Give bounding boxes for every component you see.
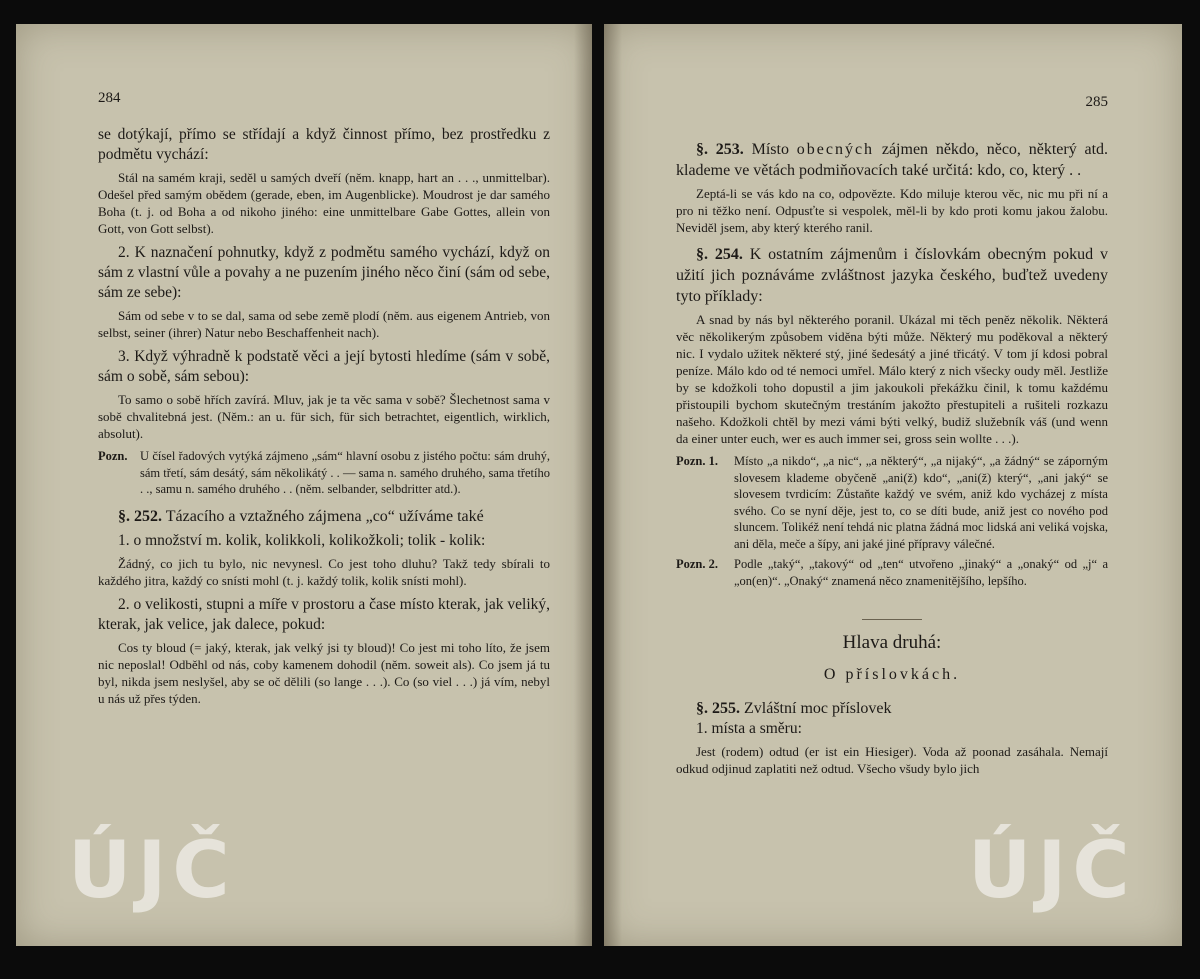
item-2: 2. o velikosti, stupni a míře v prostoru a čase místo kterak, jak veliký, kterak, jak velice, jak dalece, pokud: xyxy=(98,595,550,633)
example-255: Jest (rodem) odtud (er ist ein Hiesiger). Voda až poonad zasáhala. Nemají odkud odjinud zaplatiti než odtud. Všecho všudy bylo jich xyxy=(676,744,1108,776)
section-254-text: K ostatním zájmenům i číslovkám obecným pokud v užití jich poznáváme zvláštnost jazyka českého, buďtež uvedeny tyto příklady: xyxy=(676,246,1109,305)
page-number-right: 285 xyxy=(1085,94,1108,110)
section-255-item: 1. místa a směru: xyxy=(696,720,802,737)
section-255-text: Zvláštní moc příslovek xyxy=(744,700,892,717)
right-gutter-shadow xyxy=(604,24,622,946)
chapter-subtitle: O příslovkách. xyxy=(823,666,961,683)
note-label: Pozn. xyxy=(98,449,128,463)
opening-text: se dotýkají, přímo se střídají a když činnost přímo, bez prostředku z podmětu vychází: xyxy=(98,126,550,163)
right-page-content xyxy=(676,94,1108,783)
left-page-content xyxy=(98,90,550,713)
section-253 xyxy=(676,139,1108,181)
section-255-number: §. 255. xyxy=(696,700,740,717)
note-text: U čísel řadových vytýká zájmeno „sám“ hlavní osobu z jistého počtu: sám druhý, sám třetí, sám desátý, sám několikátý . . — sama n. samého druhého, sama třetího . ., samu n. samého druhého . . (něm. selbander, selbdritter atd.). xyxy=(140,449,550,496)
item-1: 1. o množství m. kolik, kolikkoli, kolikožkoli; tolik - kolik: xyxy=(118,531,486,549)
example-5: Cos ty bloud (= jaký, kterak, jak velký jsi ty bloud)! Co jest mi toho líto, že jsem nic neposlal! Odběhl od nás, coby kamenem dohodil (něm. soweit als). Co jsem já tu byl, nikda jsem neslyšel, aby se oč dělili (so lange . . .). Co (so viel . . .) já vím, nebyl u nás už přes týden. xyxy=(98,639,550,706)
section-253-number: §. 253. xyxy=(696,141,744,158)
divider-rule xyxy=(862,619,922,620)
section-254 xyxy=(676,244,1108,307)
left-gutter-shadow xyxy=(574,24,592,946)
example-253: Zeptá-li se vás kdo na co, odpovězte. Kdo miluje kterou věc, nic mu při ní a pro ni těžko není. Odpusťte si vespolek, měl-li by kdo proti komu jakou žalobu. Neviděl jsem, aby který kterého ranil. xyxy=(676,186,1108,235)
section-255 xyxy=(676,698,1108,719)
note xyxy=(98,448,550,498)
right-page xyxy=(604,24,1182,946)
watermark-right: ÚJČ xyxy=(968,826,1136,916)
section-252-text: Tázacího a vztažného zájmena „co“ užíváme také xyxy=(165,507,484,525)
point-2: 2. K naznačení pohnutky, když z podmětu samého vychází, když on sám z vlastní vůle a povahy a ne puzením jiného něco činí (sám od sebe, sám ze sebe): xyxy=(98,244,550,301)
example-1: Stál na samém kraji, seděl u samých dveří (něm. knapp, hart an . . ., unmittelbar). Odešel před samým obědem (gerade, eben, im Augenblicke). Moudrost je dar samého Boha (t. j. od Boha a od nikoho jiného: eine unmittelbare Gabe Gottes, allein von Gott, von Gott selbst). xyxy=(98,170,550,236)
point-3: 3. Když výhradně k podstatě věci a její bytosti hledíme (sám v sobě, sám o sobě, sám sebou): xyxy=(98,348,550,385)
section-253-pre: Místo xyxy=(751,141,789,158)
chapter-title: Hlava druhá: xyxy=(842,632,942,653)
note-1 xyxy=(676,453,1108,552)
note-2-text: Podle „taký“, „takový“ od „ten“ utvořeno „jinaký“ a „onaký“ od „j“ a „on(en)“. „Onaký“ znamená něco znamenitějšího, lepšího. xyxy=(734,557,1108,588)
section-254-number: §. 254. xyxy=(696,246,743,263)
note-1-label: Pozn. 1. xyxy=(676,454,719,468)
note-2-label: Pozn. 2. xyxy=(676,557,719,571)
example-3: To samo o sobě hřích zavírá. Mluv, jak je ta věc sama v sobě? Šlechetnost sama v sobě chvalitebná jest. (Něm.: an u. für sich, für sich betrachtet, eigentlich, wirklich, absolut). xyxy=(98,392,550,441)
example-2: Sám od sebe v to se dal, sama od sebe země plodí (něm. aus eigenem Antrieb, von selbst, seiner (ihrer) Natur nebo Beschaffenheit nach). xyxy=(98,308,550,340)
example-4: Žádný, co jich tu bylo, nic nevynesl. Co jest toho dluhu? Takž tedy sbírali to každého jitra, každý co snísti mohl (t. j. každý tolik, kolik snísti mohl). xyxy=(98,555,550,588)
note-1-text: Místo „a nikdo“, „a nic“, „a některý“, „a nijaký“, „a žádný“ se záporným slovesem klademe obyčeně „ani(ž) kdo“, „ani(ž) který“, „ani jaký“ se slovesem tvrdicím: Zůstaňte každý ve svém, aniž kdo vycházej z místa svého. Co se nyní děje, jest to, co se díti bude, aniž jest co nového pod sluncem. Tolikéž není tehdá nic platna žádná moc lidská ani veliká vojska, ani děla, meče a šípy, ani jaké jiné přípravy válečné. xyxy=(734,454,1108,551)
watermark-left: ÚJČ xyxy=(68,826,236,916)
page-number-left: 284 xyxy=(98,90,121,106)
section-252-heading xyxy=(98,506,550,527)
note-2 xyxy=(676,556,1108,589)
section-252-number: §. 252. xyxy=(118,507,162,525)
section-253-spaced: obecných xyxy=(796,141,875,158)
left-page xyxy=(16,24,592,946)
example-254: A snad by nás byl některého poranil. Ukázal mi těch peněz několik. Některá věc několikerým způsobem viděna býti může. Některý mu poděkoval a některý nic. I vydalo užitek některé stý, jiné šedesátý a jiné třicátý. V tom jí kdosi pobral peníze. Málo kdo od té nemoci umřel. Málo který z nich všecky oudy měl. Jestliže by se kdožkoli toho dopustil a jim jakoukoli překážku činil, k tomu každému přistoupili bychom skutečným trestáním jakožto přestupiteli a rušiteli rozkazu našeho. Kdožkoli chtěl by mezi vámi býti velký, budiž služebník váš (und wenn da einer unter euch, wer es auch immer sei, gross sein wollte . . .). xyxy=(676,312,1108,446)
section-253-post: zájmen někdo, něco, některý atd. klademe ve větách podmiňovacích také určitá: kdo, co, který . . xyxy=(676,141,1109,179)
